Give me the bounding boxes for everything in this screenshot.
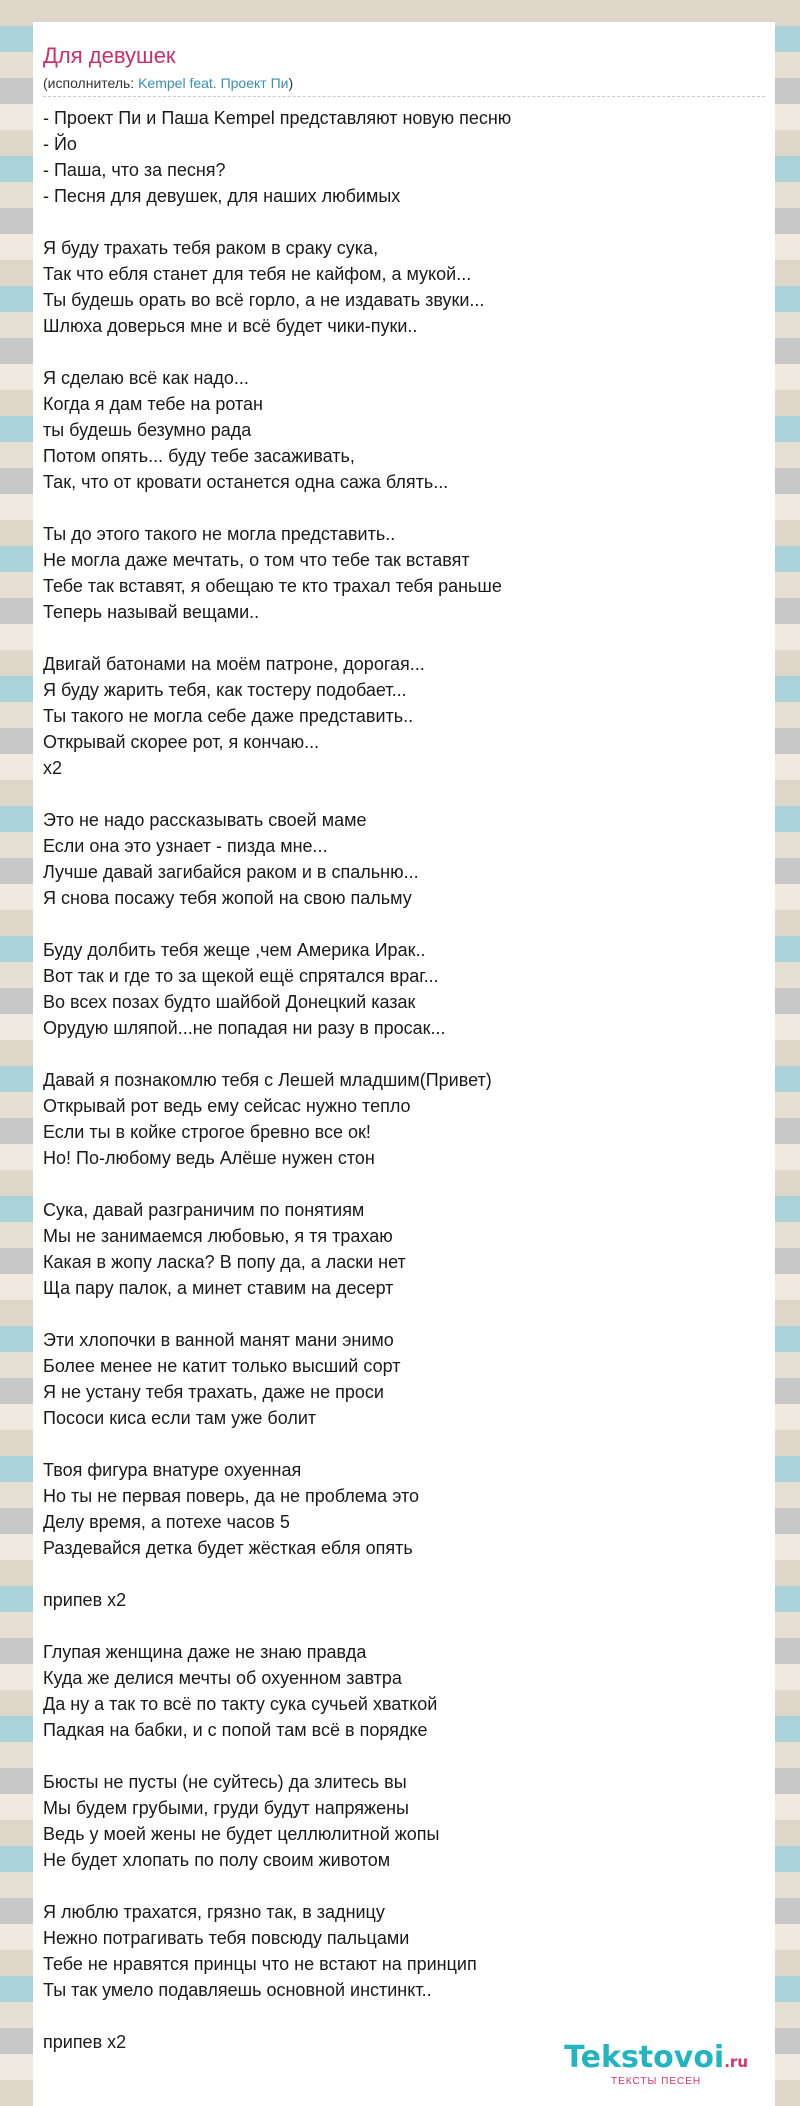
lyric-line: - Йо xyxy=(43,134,77,154)
stanza-break xyxy=(43,911,765,937)
lyric-line: Вот так и где то за щекой ещё спрятался враг... xyxy=(43,966,439,986)
song-title: Для девушек xyxy=(43,43,176,68)
lyric-line: Я снова посажу тебя жопой на свою пальму xyxy=(43,888,412,908)
logo-wordmark xyxy=(564,2042,748,2078)
stanza-break xyxy=(43,1561,765,1587)
lyric-line: Так что ебля станет для тебя не кайфом, а мукой... xyxy=(43,264,472,284)
lyric-line: Орудую шляпой...не попадая ни разу в просак... xyxy=(43,1018,446,1038)
lyric-line: Тебе так вставят, я обещаю те кто трахал тебя раньше xyxy=(43,576,502,596)
lyric-line: Если она это узнает - пизда мне... xyxy=(43,836,328,856)
stanza-break xyxy=(43,1873,765,1899)
lyric-line: Я сделаю всё как надо... xyxy=(43,368,249,388)
lyric-line: Потом опять... буду тебе засаживать, xyxy=(43,446,355,466)
lyric-line: Да ну а так то всё по такту сука сучьей хваткой xyxy=(43,1694,438,1714)
stanza-break xyxy=(43,1613,765,1639)
stanza-break xyxy=(43,625,765,651)
stanza-break xyxy=(43,1301,765,1327)
lyric-line: Ты так умело подавляешь основной инстинкт.. xyxy=(43,1980,432,2000)
lyric-line: Ты будешь орать во всё горло, а не издавать звуки... xyxy=(43,290,485,310)
lyric-line: x2 xyxy=(43,758,63,778)
lyric-line: Во всех позах будто шайбой Донецкий казак xyxy=(43,992,416,1012)
stanza-break xyxy=(43,339,765,365)
lyric-line: Я буду жарить тебя, как тостеру подобает... xyxy=(43,680,407,700)
lyric-line: Делу время, а потехе часов 5 xyxy=(43,1512,290,1532)
lyric-line: Более менее не катит только высший сорт xyxy=(43,1356,401,1376)
lyric-line: Ща пару палок, а минет ставим на десерт xyxy=(43,1278,394,1298)
lyric-line: Двигай батонами на моём патроне, дорогая... xyxy=(43,654,425,674)
lyric-line: Я люблю трахатся, грязно так, в задницу xyxy=(43,1902,385,1922)
lyric-line: Если ты в койке строгое бревно все ок! xyxy=(43,1122,371,1142)
lyric-line: Твоя фигура внатуре охуенная xyxy=(43,1460,302,1480)
lyrics-card xyxy=(33,22,775,2106)
lyric-line: Мы не занимаемся любовью, я тя трахаю xyxy=(43,1226,393,1246)
stanza-break xyxy=(43,2003,765,2029)
stanza-break xyxy=(43,781,765,807)
lyric-line: Какая в жопу ласка? В попу да, а ласки нет xyxy=(43,1252,406,1272)
lyric-line: - Паша, что за песня? xyxy=(43,160,226,180)
lyric-line: припев x2 xyxy=(43,1590,127,1610)
lyric-line: Но ты не первая поверь, да не проблема это xyxy=(43,1486,420,1506)
lyric-line: Ведь у моей жены не будет целлюлитной жопы xyxy=(43,1824,440,1844)
artist-suffix: ) xyxy=(288,75,294,91)
lyric-line: Раздевайся детка будет жёсткая ебля опять xyxy=(43,1538,413,1558)
logo-suffix: .ru xyxy=(724,2053,748,2071)
stanza-break xyxy=(43,1431,765,1457)
lyric-line: припев x2 xyxy=(43,2032,127,2052)
artist-link[interactable]: Kempel feat. Проект Пи xyxy=(138,75,289,91)
lyric-line: Открывай рот ведь ему сейсас нужно тепло xyxy=(43,1096,411,1116)
lyric-line: Открывай скорее рот, я кончаю... xyxy=(43,732,320,752)
lyric-line: Это не надо рассказывать своей маме xyxy=(43,810,367,830)
site-logo[interactable] xyxy=(564,2042,748,2088)
lyric-line: Теперь называй вещами.. xyxy=(43,602,260,622)
lyric-line: Но! По-любому ведь Алёше нужен стон xyxy=(43,1148,375,1168)
lyric-line: Куда же делися мечты об охуенном завтра xyxy=(43,1668,402,1688)
lyric-line: Ты до этого такого не могла представить.. xyxy=(43,524,396,544)
lyrics-text xyxy=(43,105,765,2055)
lyric-line: Давай я познакомлю тебя с Лешей младшим(Привет) xyxy=(43,1070,492,1090)
lyric-line: Я буду трахать тебя раком в сраку сука, xyxy=(43,238,379,258)
lyric-line: Лучше давай загибайся раком и в спальню... xyxy=(43,862,419,882)
stanza-break xyxy=(43,495,765,521)
lyric-line: - Проект Пи и Паша Kempel представляют новую песню xyxy=(43,108,512,128)
lyric-line: Падкая на бабки, и с попой там всё в порядке xyxy=(43,1720,428,1740)
lyric-line: Я не устану тебя трахать, даже не проси xyxy=(43,1382,384,1402)
stanza-break xyxy=(43,1041,765,1067)
stanza-break xyxy=(43,1171,765,1197)
lyric-line: Тебе не нравятся принцы что не встают на принцип xyxy=(43,1954,477,1974)
lyric-line: ты будешь безумно рада xyxy=(43,420,252,440)
artist-line xyxy=(43,74,765,97)
logo-name: Tekstovoi xyxy=(564,2040,725,2075)
lyric-line: Сука, давай разграничим по понятиям xyxy=(43,1200,365,1220)
lyric-line: Нежно потрагивать тебя повсюду пальцами xyxy=(43,1928,410,1948)
logo-tagline: ТЕКСТЫ ПЕСЕН xyxy=(611,2076,702,2087)
lyric-line: - Песня для девушек, для наших любимых xyxy=(43,186,401,206)
lyric-line: Так, что от кровати останется одна сажа блять... xyxy=(43,472,449,492)
lyric-line: Ты такого не могла себе даже представить.. xyxy=(43,706,414,726)
lyric-line: Буду долбить тебя жеще ,чем Америка Ирак.. xyxy=(43,940,426,960)
stanza-break xyxy=(43,1743,765,1769)
lyric-line: Мы будем грубыми, груди будут напряжены xyxy=(43,1798,409,1818)
lyric-line: Не будет хлопать по полу своим животом xyxy=(43,1850,391,1870)
lyric-line: Бюсты не пусты (не суйтесь) да злитесь вы xyxy=(43,1772,407,1792)
lyric-line: Не могла даже мечтать, о том что тебе так вставят xyxy=(43,550,470,570)
lyric-line: Эти хлопочки в ванной манят мани энимо xyxy=(43,1330,394,1350)
artist-prefix: (исполнитель: xyxy=(43,75,139,91)
lyric-line: Пососи киса если там уже болит xyxy=(43,1408,317,1428)
stanza-break xyxy=(43,209,765,235)
lyric-line: Шлюха доверься мне и всё будет чики-пуки.. xyxy=(43,316,418,336)
lyric-line: Когда я дам тебе на ротан xyxy=(43,394,263,414)
lyric-line: Глупая женщина даже не знаю правда xyxy=(43,1642,367,1662)
